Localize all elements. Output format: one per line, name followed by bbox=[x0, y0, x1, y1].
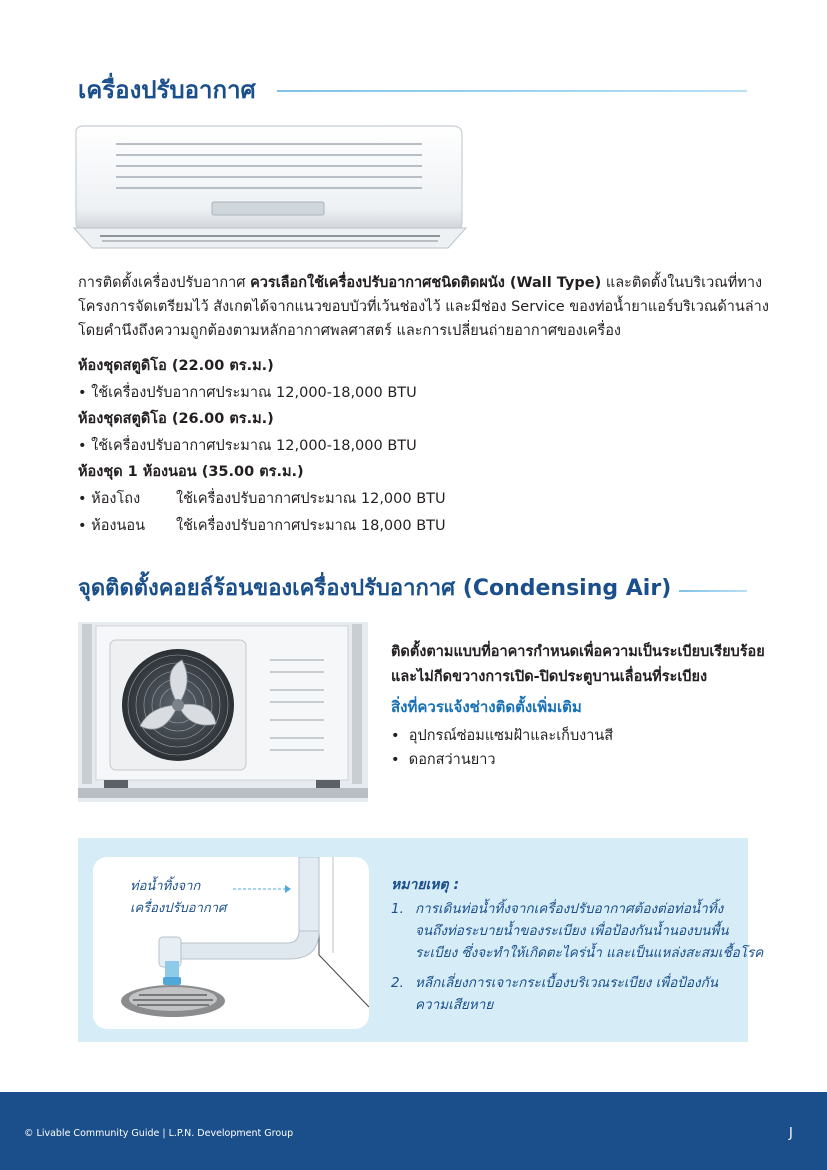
note-item-text: หลีกเลี่ยงการเจาะกระเบื้องบริเวณระเบียง เพื่อป้องกัน ความเสียหาย bbox=[415, 975, 718, 1013]
room-spec-living: ใช้เครื่องปรับอากาศประมาณ 12,000 BTU bbox=[176, 491, 446, 507]
condensing-unit-image bbox=[78, 622, 368, 802]
condensing-desc-line1: ติดตั้งตามแบบที่อาคารกำหนดเพื่อความเป็นระเบียบเรียบร้อย bbox=[391, 644, 765, 660]
extra-items-heading: สิ่งที่ควรแจ้งช่างติดตั้งเพิ่มเติม bbox=[391, 698, 582, 716]
room-spec-studio-26: • ใช้เครื่องปรับอากาศประมาณ 12,000-18,000 BTU bbox=[78, 438, 417, 454]
note-item-text: การเดินท่อน้ำทิ้งจากเครื่องปรับอากาศต้องต่อท่อน้ำทิ้ง จนถึงท่อระบายน้ำของระเบียง เพื่อป้องกันน้ำนองบนพื้น ระเบียง ซึ่งจะทำให้เกิดตะไคร่น้ำ และเป็นแหล่งสะสมเชื้อโรค bbox=[415, 901, 764, 961]
room-heading-one-bed: ห้องชุด 1 ห้องนอน (35.00 ตร.ม.) bbox=[78, 464, 304, 480]
room-label-bedroom: • ห้องนอน bbox=[78, 518, 146, 534]
extra-item: • อุปกรณ์ซ่อมแซมฝ้าและเก็บงานสี bbox=[391, 728, 614, 744]
room-spec-bedroom: ใช้เครื่องปรับอากาศประมาณ 18,000 BTU bbox=[176, 518, 446, 534]
footer-credit: © Livable Community Guide | L.P.N. Development Group bbox=[24, 1128, 294, 1139]
title-rule bbox=[277, 90, 747, 92]
page-number: J bbox=[789, 1126, 793, 1141]
section-title-condensing-unit: จุดติดตั้งคอยล์ร้อนของเครื่องปรับอากาศ (Condensing Air) bbox=[78, 576, 672, 601]
condensing-desc-line2: และไม่กีดขวางการเปิด-ปิดประตูบานเลื่อนที่ระเบียง bbox=[391, 669, 708, 685]
note-item-number: 1. bbox=[391, 901, 404, 917]
wall-air-conditioner-image bbox=[70, 124, 470, 256]
title-rule-2 bbox=[679, 590, 747, 592]
extra-item: • ดอกสว่านยาว bbox=[391, 752, 496, 768]
room-label-living: • ห้องโถง bbox=[78, 491, 141, 507]
drain-pipe-label-line2: เครื่องปรับอากาศ bbox=[130, 901, 227, 916]
note-item-number: 2. bbox=[391, 975, 404, 991]
note-title: หมายเหตุ : bbox=[391, 877, 460, 893]
room-heading-studio-26: ห้องชุดสตูดิโอ (26.00 ตร.ม.) bbox=[78, 411, 274, 427]
ac-installation-paragraph: การติดตั้งเครื่องปรับอากาศ ควรเลือกใช้เครื่องปรับอากาศชนิดติดผนัง (Wall Type) และติดตั้งในบริเวณที่ทาง โครงการจัดเตรียมไว้ สังเกตได้จากแนวขอบบัวที่เว้นช่องไว้ และมีช่อง Service ของท่อน้ำยาแอร์บริเวณด้านล่าง โดยคำนึงถึงความถูกต้องตามหลักอากาศพลศาสตร์ และการเปลี่ยนถ่ายอากาศของเครื่อง bbox=[78, 275, 769, 339]
section-title-air-conditioner: เครื่องปรับอากาศ bbox=[78, 76, 256, 104]
drain-pipe-label-line1: ท่อน้ำทิ้งจาก bbox=[130, 879, 201, 894]
room-spec-studio-22: • ใช้เครื่องปรับอากาศประมาณ 12,000-18,000 BTU bbox=[78, 385, 417, 401]
room-heading-studio-22: ห้องชุดสตูดิโอ (22.00 ตร.ม.) bbox=[78, 358, 274, 374]
